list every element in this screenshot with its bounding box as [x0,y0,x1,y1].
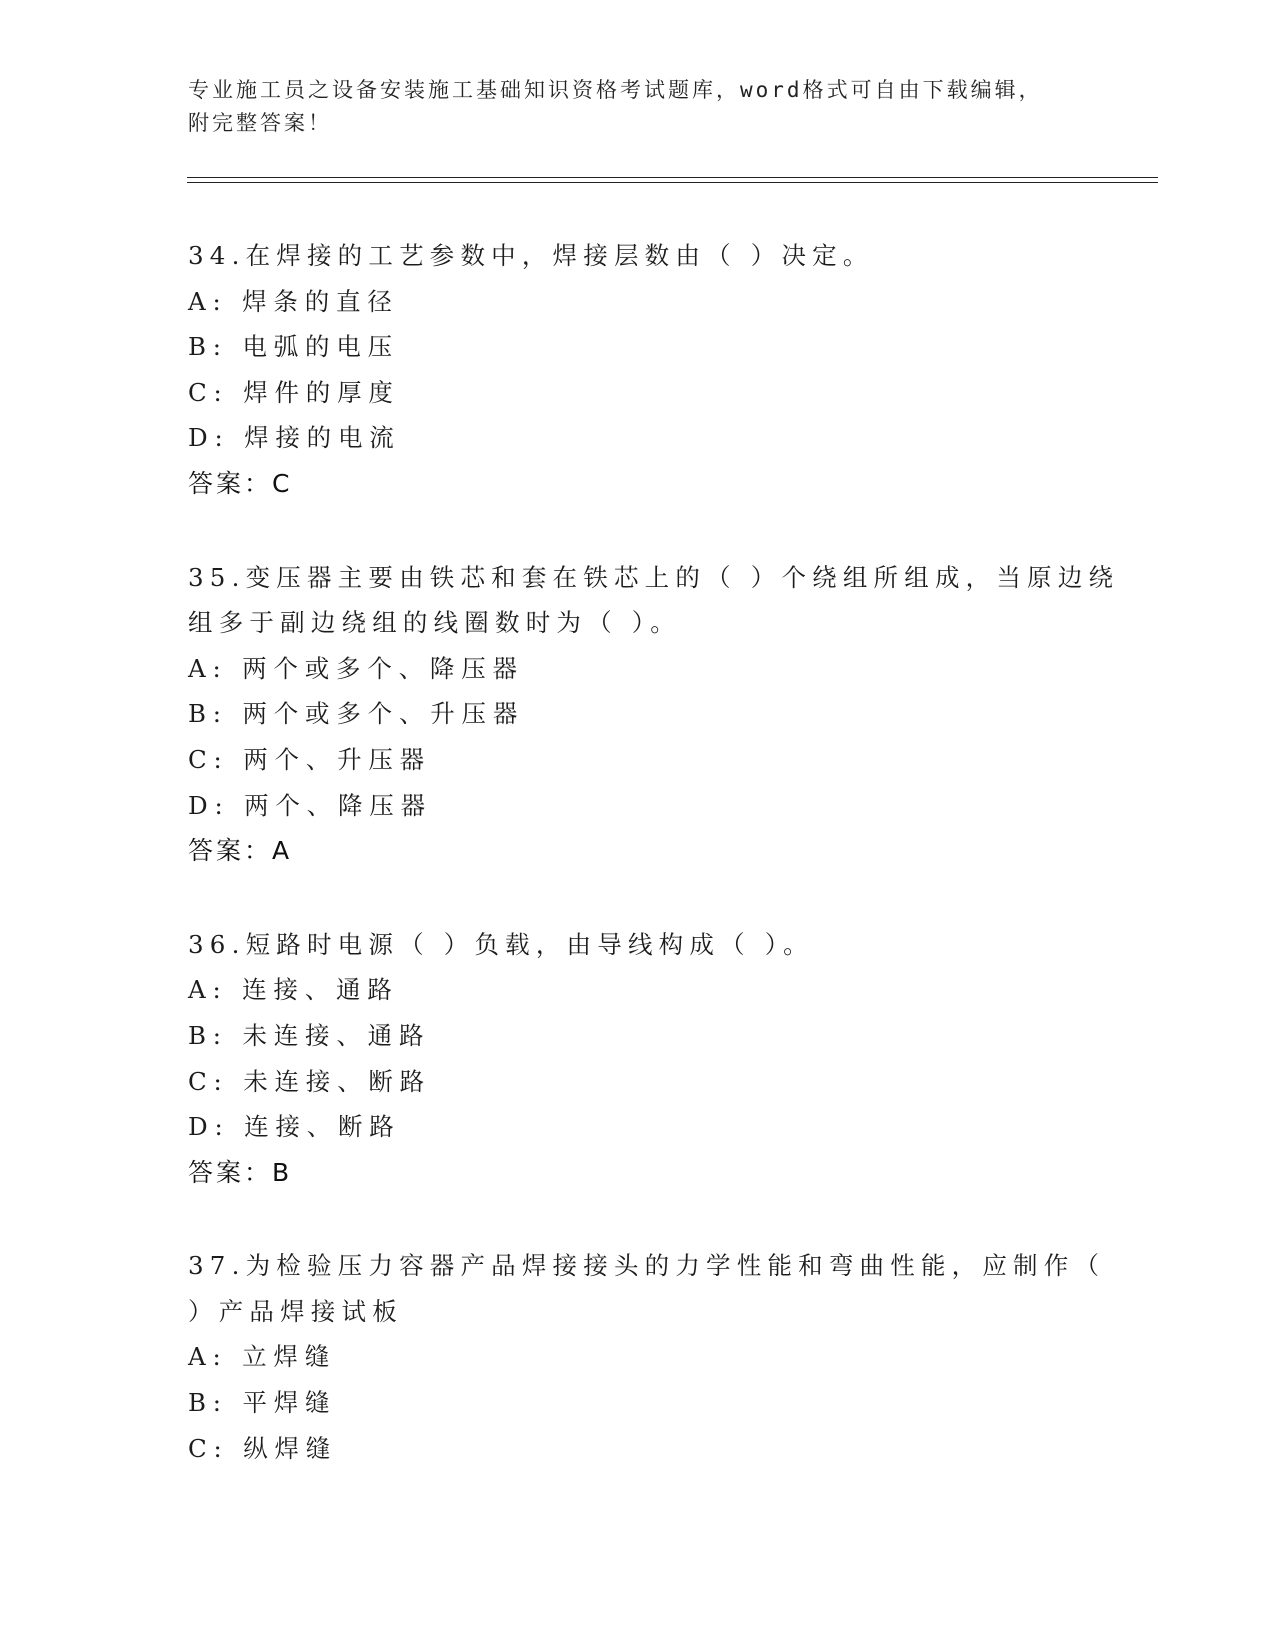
answer-value: A [272,836,292,866]
question-34 [188,233,1088,507]
header-divider-bottom [187,182,1158,183]
answer-line [188,461,1088,507]
answer-value: B [272,1157,292,1187]
question-35 [188,555,1120,874]
option-b: B: 两个或多个、升压器 [188,699,525,729]
question-stem: 36.短路时电源（ ）负载，由导线构成（ ）。 [188,929,814,959]
question-stem-continued: 组多于副边绕组的线圈数时为（ ）。 [188,608,681,638]
option-c: C: 纵焊缝 [188,1433,338,1463]
document-header [188,74,1088,140]
answer-value: C [272,468,292,498]
option-a: A: 两个或多个、降压器 [188,653,524,683]
option-d: D: 连接、断路 [188,1112,401,1142]
question-stem: 35.变压器主要由铁芯和套在铁芯上的（ ）个绕组所组成，当原边绕 [188,562,1120,592]
question-37 [188,1243,1106,1471]
option-d: D: 焊接的电流 [188,423,401,453]
option-d: D: 两个、降压器 [188,790,432,820]
option-b: B: 未连接、通路 [188,1020,431,1050]
option-b: B: 电弧的电压 [188,332,399,362]
header-line-1: 专业施工员之设备安装施工基础知识资格考试题库，word格式可自由下载编辑， [188,78,1043,102]
header-divider-top [187,177,1158,178]
answer-line [188,1150,1088,1196]
question-stem: 37.为检验压力容器产品焊接接头的力学性能和弯曲性能，应制作（ [188,1251,1106,1281]
option-b: B: 平焊缝 [188,1388,337,1418]
question-stem: 34.在焊接的工艺参数中，焊接层数由（ ）决定。 [188,241,874,270]
answer-label: 答案： [188,836,273,866]
option-c: C: 未连接、断路 [188,1066,431,1096]
option-a: A: 焊条的直径 [188,286,399,316]
option-c: C: 焊件的厚度 [188,377,400,407]
answer-label: 答案： [188,468,273,498]
answer-line [188,828,1088,874]
question-36 [188,922,1088,1196]
question-list [188,233,1120,1519]
option-a: A: 立焊缝 [188,1342,337,1372]
header-line-2: 附完整答案！ [188,111,332,135]
option-c: C: 两个、升压器 [188,744,431,774]
question-stem-continued: ）产品焊接试板 [188,1296,403,1326]
answer-label: 答案： [188,1157,273,1187]
option-a: A: 连接、通路 [188,975,399,1005]
